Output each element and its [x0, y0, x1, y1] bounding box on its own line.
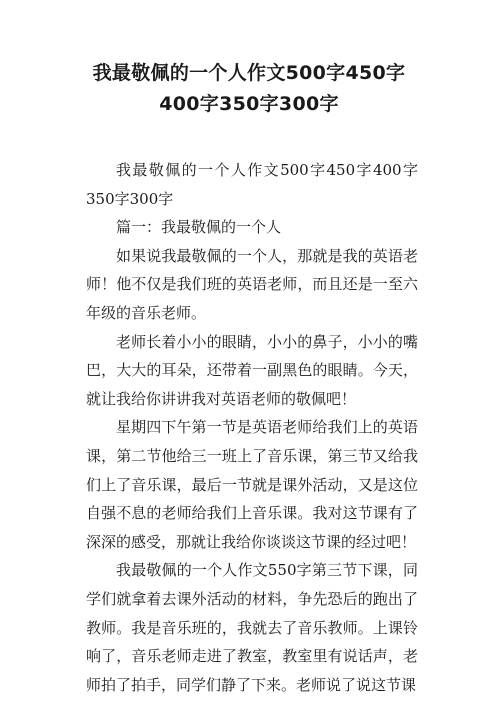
paragraph: 老师长着小小的眼睛，小小的鼻子，小小的嘴巴，大大的耳朵，还带着一副黑色的眼睛。今天，就让我给你讲讲我对英语老师的敬佩吧！	[86, 332, 418, 408]
paragraph: 星期四下午第一节是英语老师给我们上的英语课，第二节他给三一班上了音乐课，第三节又给我们上了音乐课，最后一节就是课外活动，又是这位自强不息的老师给我们上音乐课。我对这节课有了深深的感受，那就让我给你谈谈这节课的经过吧！	[86, 418, 418, 551]
title-line-1: 我最敬佩的一个人作文500字450字	[92, 62, 406, 84]
document-body	[86, 156, 418, 699]
paragraph: 篇一：我最敬佩的一个人	[116, 218, 282, 237]
document-title	[80, 58, 418, 120]
paragraph: 我最敬佩的一个人作文500字450字400字350字300字	[86, 161, 418, 208]
paragraph: 我最敬佩的一个人作文550字第三节下课，同学们就拿着去课外活动的材料，争先恐后的跑出了教师。我是音乐班的，我就去了音乐教师。上课铃响了，音乐老师走进了教室，教室里有说话声，老师拍了拍手，同学们静了下来。老师说了说这节课	[86, 561, 418, 694]
title-line-2: 400字350字300字	[159, 93, 339, 115]
paragraph: 如果说我最敬佩的一个人，那就是我的英语老师！他不仅是我们班的英语老师，而且还是一至六年级的音乐老师。	[86, 246, 418, 322]
